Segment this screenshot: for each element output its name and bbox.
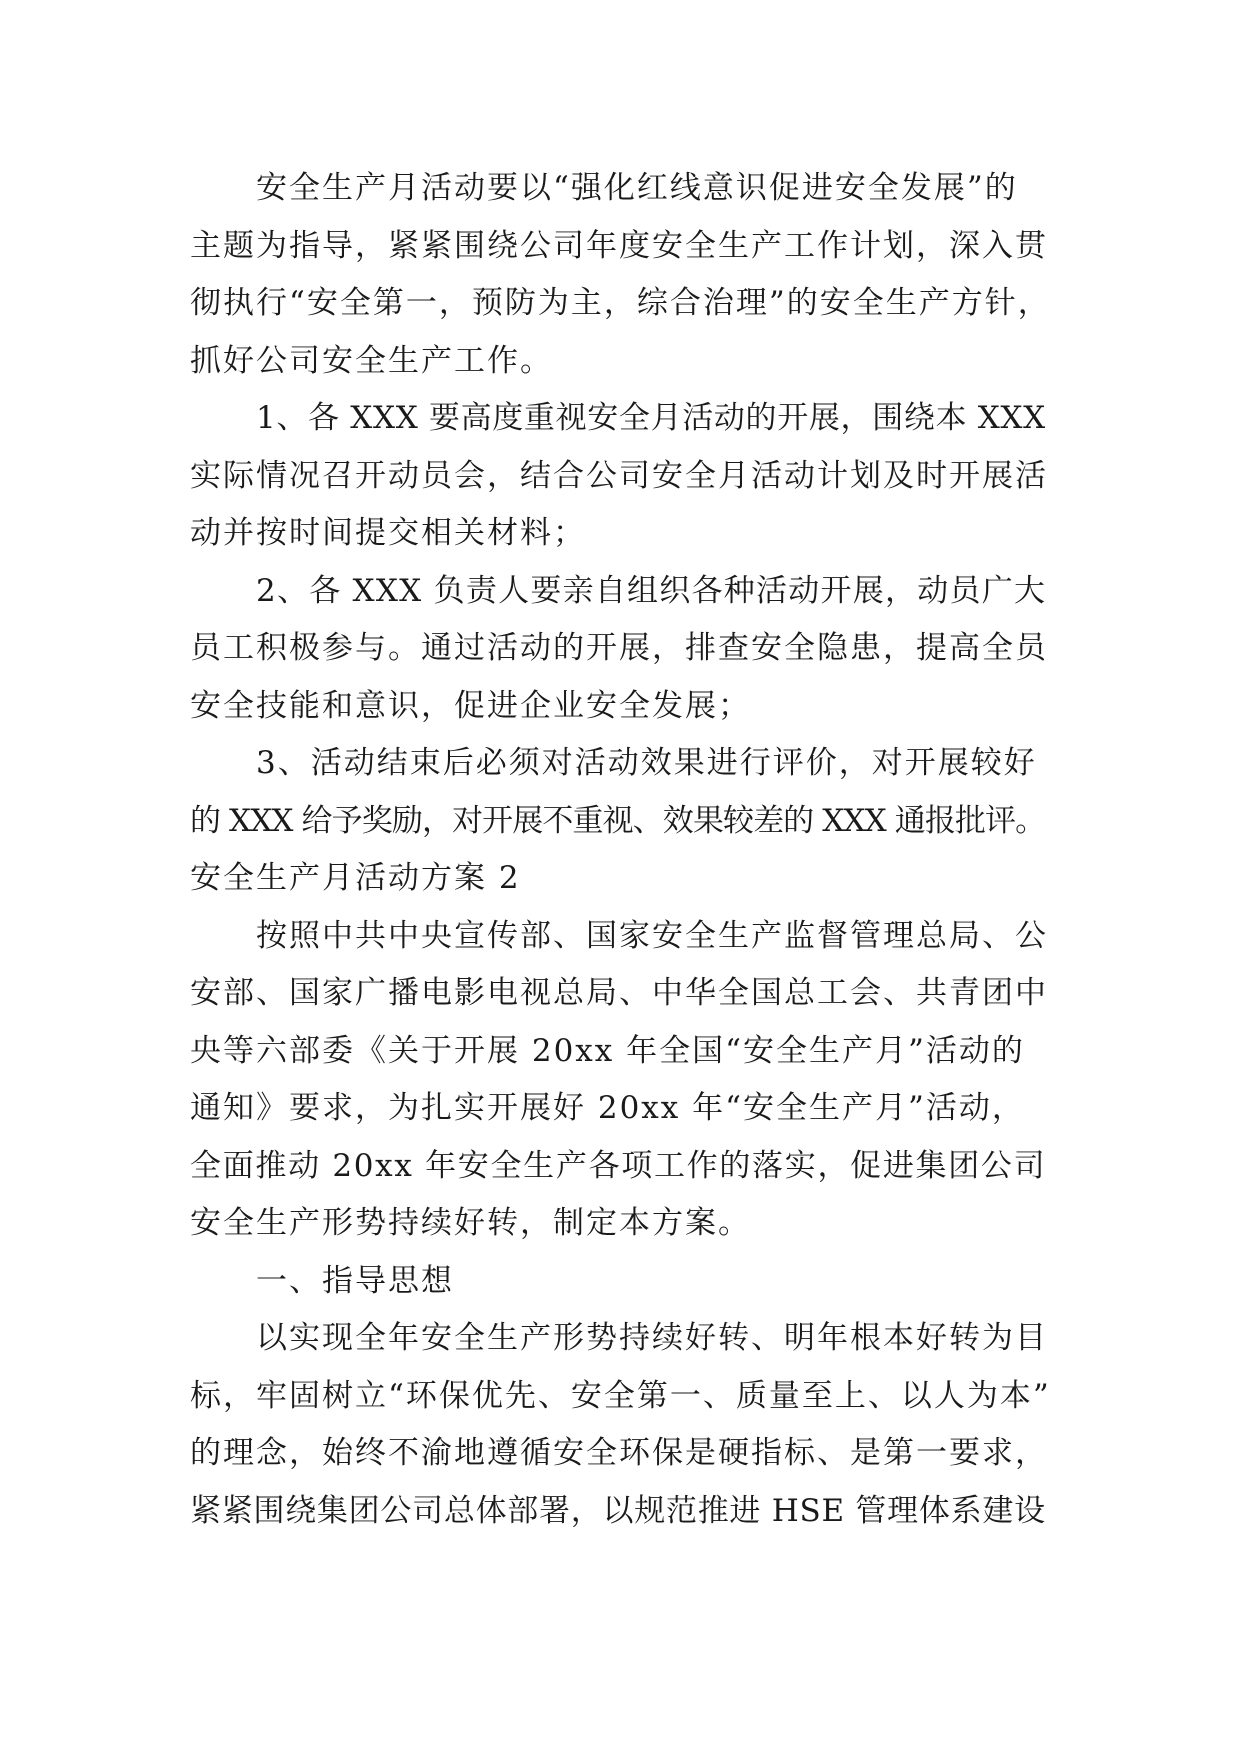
text-line: 通知》要求，为扎实开展好 20xx 年“安全生产月”活动， [190,1090,1025,1126]
text-line: 的 XXX 给予奖励，对开展不重视、效果较差的 XXX 通报批评。 [190,802,1046,839]
text-line: 按照中共中央宣传部、国家安全生产监督管理总局、公 [256,917,1048,954]
text-line: 2、各 XXX 负责人要亲自组织各种活动开展，动员广大 [256,572,1047,609]
text-line: 一、指导思想 [256,1262,454,1299]
text-line: 彻执行“安全第一，预防为主，综合治理”的安全生产方针， [190,285,1051,321]
text-line: 动并按时间提交相关材料； [190,515,586,551]
text-line: 3、活动结束后必须对活动效果进行评价，对开展较好 [256,745,1037,781]
text-line: 安全技能和意识，促进企业安全发展； [190,687,751,724]
text-line: 标，牢固树立“环保优先、安全第一、质量至上、以人为本” [190,1377,1051,1414]
text-line: 以实现全年安全生产形势持续好转、明年根本好转为目 [256,1320,1048,1356]
text-line: 员工积极参与。通过活动的开展，排查安全隐患，提高全员 [190,630,1048,666]
text-line: 安全生产月活动方案 2 [190,860,521,896]
text-line: 1、各 XXX 要高度重视安全月活动的开展，围绕本 XXX [256,400,1046,436]
text-line: 抓好公司安全生产工作。 [190,342,553,379]
text-line: 实际情况召开动员会，结合公司安全月活动计划及时开展活 [190,457,1048,494]
text-line: 安全生产月活动要以“强化红线意识促进安全发展”的 [256,170,1018,206]
document-body [190,160,1052,1540]
text-line: 的理念，始终不渝地遵循安全环保是硬指标、是第一要求， [190,1435,1048,1471]
text-line: 主题为指导，紧紧围绕公司年度安全生产工作计划，深入贯 [190,227,1048,264]
text-line: 央等六部委《关于开展 20xx 年全国“安全生产月”活动的 [190,1032,1025,1069]
text-line: 安部、国家广播电影电视总局、中华全国总工会、共青团中 [190,975,1048,1011]
text-line: 全面推动 20xx 年安全生产各项工作的落实，促进集团公司 [190,1147,1047,1184]
text-line: 紧紧围绕集团公司总体部署，以规范推进 HSE 管理体系建设 [190,1492,1046,1529]
text-line: 安全生产形势持续好转，制定本方案。 [190,1205,751,1241]
